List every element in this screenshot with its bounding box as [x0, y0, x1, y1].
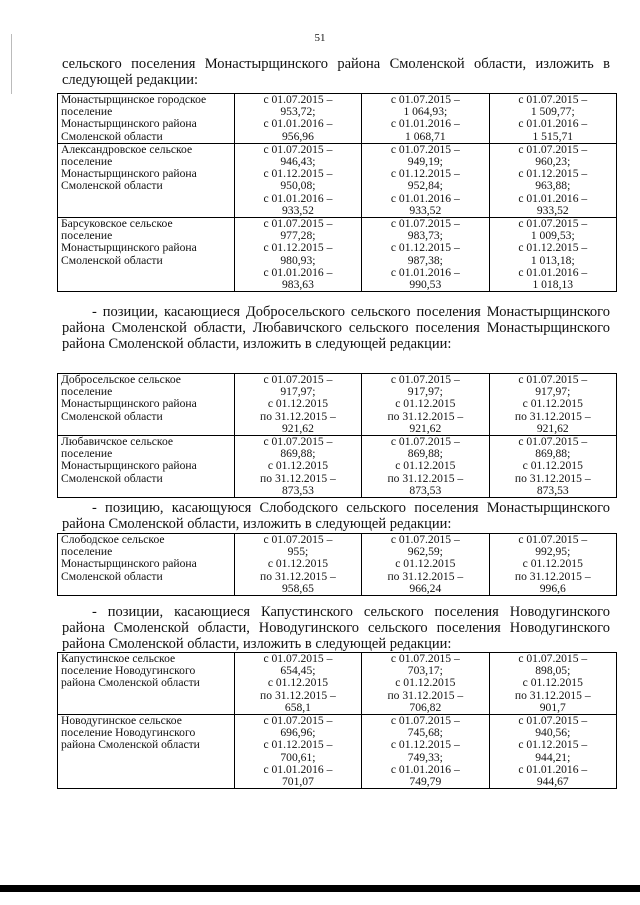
tariff-value-line: с 01.01.2016 – [518, 117, 588, 131]
tariff-value-line: 869,88; [407, 447, 443, 461]
settlement-name-line: Монастырщинского района [61, 397, 197, 411]
tariff-value-cell [362, 143, 489, 217]
tariff-value-line: 873,53 [409, 483, 442, 497]
tariff-value-line: 745,68; [407, 726, 443, 740]
tariff-value-line: 949,19; [407, 155, 443, 169]
tariff-value-line: 963,88; [535, 179, 571, 193]
tariff-value-line: 749,79 [409, 775, 442, 789]
tariff-value-line: 944,67 [536, 775, 569, 789]
settlement-name-line: Монастырщинского района [61, 557, 197, 571]
tariff-value-line: с 01.01.2016 – [263, 191, 333, 205]
tariff-value-line: 987,38; [407, 253, 443, 267]
tariff-value-cell [489, 653, 616, 715]
settlement-name [58, 715, 235, 789]
tariff-value-line: с 01.07.2015 – [518, 142, 588, 156]
tariff-value-line: с 01.01.2016 – [518, 265, 588, 279]
tariff-value-line: 983,73; [407, 229, 443, 243]
tariff-value-line: с 01.01.2016 – [518, 191, 588, 205]
tariff-value-line: с 01.12.2015 [395, 397, 456, 411]
tariff-value-line: с 01.12.2015 [267, 676, 329, 690]
paragraph-slobodskoe: - позицию, касающуюся Слободского сельского поселения Монастырщинского района Смоленской области, изложить в следующей редакции: [62, 500, 610, 532]
tariff-value-line: по 31.12.2015 – [514, 409, 591, 423]
tariff-value-line: 950,08; [280, 179, 316, 193]
tariff-table-1 [57, 93, 617, 292]
tariff-value-line: с 01.12.2015 – [263, 738, 333, 752]
tariff-value-cell [362, 436, 489, 498]
tariff-value-line: по 31.12.2015 – [260, 569, 336, 583]
tariff-value-line: 1 515,71 [532, 129, 574, 143]
tariff-value-line: 955; [287, 545, 309, 559]
table-row [58, 715, 617, 789]
tariff-value-line: 946,43; [280, 155, 316, 169]
intro-paragraph: сельского поселения Монастырщинского района Смоленской области, изложить в следующей редакции: [62, 56, 610, 88]
tariff-value-line: 898,05; [535, 664, 571, 678]
tariff-value-line: с 01.12.2015 [522, 397, 583, 411]
settlement-name-line: поселение [61, 155, 113, 169]
table-row [58, 436, 617, 498]
page-number: 51 [314, 32, 326, 44]
settlement-name-line: поселение [61, 545, 113, 559]
settlement-name-line: Монастырщинское городское [61, 93, 207, 106]
tariff-value-line: 958,65 [281, 581, 314, 595]
tariff-value-line: с 01.12.2015 – [518, 167, 588, 181]
tariff-value-line: с 01.12.2015 [522, 557, 583, 571]
tariff-value-line: по 31.12.2015 – [514, 569, 591, 583]
tariff-value-line: по 31.12.2015 – [260, 409, 336, 423]
tariff-value-line: с 01.07.2015 – [390, 373, 460, 386]
tariff-value-line: 901,7 [539, 700, 566, 714]
settlement-name-line: поселение [61, 105, 113, 119]
tariff-value-line: по 31.12.2015 – [387, 688, 464, 702]
tariff-value-line: 956,96 [281, 129, 314, 143]
tariff-value-line: 700,61; [280, 750, 316, 764]
tariff-value-cell [362, 534, 489, 596]
tariff-value-line: с 01.07.2015 – [390, 533, 460, 546]
tariff-value-line: с 01.12.2015 – [518, 241, 588, 255]
tariff-value-line: 921,62 [409, 421, 442, 435]
tariff-value-line: 962,59; [407, 545, 443, 559]
tariff-value-line: с 01.07.2015 – [390, 217, 460, 231]
tariff-value-line: с 01.12.2015 – [263, 241, 333, 255]
tariff-value-cell [489, 218, 616, 292]
tariff-value-cell [234, 436, 361, 498]
tariff-value-line: 1 068,71 [405, 129, 446, 143]
tariff-value-cell [489, 94, 616, 144]
settlement-name-line: Добросельское сельское [61, 373, 181, 386]
settlement-name-line: Смоленской области [61, 471, 163, 485]
tariff-value-line: 749,33; [407, 750, 443, 764]
tariff-value-line: 1 064,93; [403, 105, 448, 119]
tariff-value-line: 996,6 [539, 581, 566, 595]
tariff-value-line: с 01.12.2015 [267, 459, 329, 473]
tariff-value-line: с 01.07.2015 – [390, 435, 460, 449]
settlement-name-line: Капустинское сельское [61, 652, 176, 665]
tariff-value-line: с 01.07.2015 – [518, 93, 588, 106]
settlement-name-line: Любавичское сельское [61, 435, 174, 449]
tariff-value-line: с 01.12.2015 [522, 459, 583, 473]
tariff-value-line: с 01.12.2015 – [263, 167, 333, 181]
tariff-value-line: с 01.01.2016 – [518, 762, 588, 776]
tariff-value-cell [489, 143, 616, 217]
table-row [58, 374, 617, 436]
tariff-value-line: 960,23; [535, 155, 571, 169]
tariff-value-line: 706,82 [409, 700, 442, 714]
paragraph-kapustinskoe-novodugino: - позиции, касающиеся Капустинского сельского поселения Новодугинского района Смоленской области, Новодугинского сельского поселения Новодугинского района Смоленской области, изложить в следующей редакции: [62, 604, 610, 652]
settlement-name [58, 94, 235, 144]
tariff-value-line: с 01.07.2015 – [518, 217, 588, 231]
tariff-value-cell [489, 715, 616, 789]
settlement-name-line: поселение [61, 447, 113, 461]
tariff-value-line: с 01.12.2015 – [390, 241, 460, 255]
tariff-value-line: с 01.07.2015 – [390, 652, 460, 665]
tariff-value-line: 701,07 [281, 775, 314, 789]
tariff-value-line: с 01.07.2015 – [263, 93, 333, 106]
tariff-value-line: 992,95; [535, 545, 571, 559]
tariff-value-line: с 01.07.2015 – [263, 714, 333, 728]
tariff-table-2 [57, 373, 617, 498]
table-row [58, 534, 617, 596]
tariff-value-line: с 01.07.2015 – [263, 533, 333, 546]
settlement-name-line: Смоленской области [61, 253, 163, 267]
tariff-value-line: по 31.12.2015 – [514, 688, 591, 702]
tariff-value-line: 1 018,13 [532, 278, 574, 292]
tariff-value-line: с 01.07.2015 – [518, 533, 588, 546]
tariff-value-line: с 01.07.2015 – [263, 217, 333, 231]
tariff-value-cell [362, 94, 489, 144]
tariff-value-line: 658,1 [284, 700, 311, 714]
table-row [58, 218, 617, 292]
tariff-value-line: 1 013,18; [530, 253, 575, 267]
tariff-value-cell [489, 436, 616, 498]
settlement-name [58, 436, 235, 498]
tariff-value-line: 917,97; [407, 385, 443, 399]
tariff-table-4 [57, 652, 617, 789]
settlement-name [58, 534, 235, 596]
tariff-value-cell [234, 374, 361, 436]
settlement-name-line: Барсуковское сельское [61, 217, 173, 231]
tariff-value-line: 921,62 [536, 421, 569, 435]
tariff-value-line: с 01.07.2015 – [390, 714, 460, 728]
tariff-value-cell [234, 143, 361, 217]
settlement-name-line: Александровское сельское [61, 142, 193, 156]
tariff-value-cell [234, 653, 361, 715]
tariff-value-cell [234, 534, 361, 596]
settlement-name-line: поселение [61, 385, 113, 399]
tariff-value-line: 917,97; [280, 385, 316, 399]
settlement-name [58, 653, 235, 715]
settlement-name-line: Слободское сельское [61, 533, 165, 546]
settlement-name-line: Монастырщинского района [61, 459, 197, 473]
tariff-value-cell [234, 94, 361, 144]
tariff-value-line: 873,53 [536, 483, 569, 497]
tariff-value-line: по 31.12.2015 – [387, 471, 464, 485]
tariff-value-line: 1 009,53; [530, 229, 575, 243]
tariff-value-cell [234, 715, 361, 789]
tariff-value-cell [362, 374, 489, 436]
tariff-value-line: 990,53 [409, 278, 442, 292]
tariff-value-line: с 01.01.2016 – [390, 117, 460, 131]
tariff-value-line: с 01.07.2015 – [263, 435, 333, 449]
table-row [58, 653, 617, 715]
tariff-value-cell [234, 218, 361, 292]
tariff-table-3 [57, 533, 617, 596]
settlement-name [58, 143, 235, 217]
settlement-name-line: Монастырщинского района [61, 117, 197, 131]
tariff-value-line: 869,88; [535, 447, 571, 461]
tariff-value-line: с 01.12.2015 [395, 557, 456, 571]
tariff-value-line: с 01.07.2015 – [518, 714, 588, 728]
tariff-value-line: с 01.12.2015 – [518, 738, 588, 752]
tariff-value-line: с 01.01.2016 – [390, 191, 460, 205]
tariff-value-line: 696,96; [280, 726, 316, 740]
settlement-name [58, 218, 235, 292]
table-row [58, 94, 617, 144]
tariff-value-line: с 01.01.2016 – [390, 265, 460, 279]
settlement-name-line: района Смоленской области [61, 676, 200, 690]
tariff-value-line: 952,84; [407, 179, 443, 193]
settlement-name [58, 374, 235, 436]
tariff-value-line: с 01.12.2015 [395, 676, 456, 690]
tariff-value-line: с 01.07.2015 – [390, 142, 460, 156]
tariff-value-line: 933,52 [409, 203, 442, 217]
tariff-value-line: с 01.12.2015 [267, 557, 329, 571]
tariff-value-line: с 01.12.2015 – [390, 738, 460, 752]
scan-bottom-border [0, 885, 640, 892]
tariff-value-line: 654,45; [280, 664, 316, 678]
tariff-value-line: с 01.07.2015 – [518, 435, 588, 449]
settlement-name-line: Смоленской области [61, 409, 163, 423]
tariff-value-line: 940,56; [535, 726, 571, 740]
tariff-value-line: с 01.01.2016 – [263, 762, 333, 776]
table-row [58, 143, 617, 217]
tariff-value-line: по 31.12.2015 – [260, 688, 336, 702]
paragraph-dobroselskoe-lyubavichskoe: - позиции, касающиеся Добросельского сельского поселения Монастырщинского района Смоленской области, Любавичского сельского поселения Монастырщинского района Смоленской области, изложить в следующей редакции: [62, 304, 610, 352]
tariff-value-line: с 01.07.2015 – [390, 93, 460, 106]
tariff-value-cell [362, 218, 489, 292]
tariff-value-line: с 01.07.2015 – [518, 373, 588, 386]
tariff-value-cell [489, 374, 616, 436]
tariff-value-line: 953,72; [280, 105, 316, 119]
tariff-value-line: с 01.12.2015 [522, 676, 583, 690]
tariff-value-line: 977,28; [280, 229, 316, 243]
tariff-value-line: по 31.12.2015 – [514, 471, 591, 485]
settlement-name-line: Монастырщинского района [61, 167, 197, 181]
settlement-name-line: Новодугинское сельское [61, 714, 182, 728]
settlement-name-line: Смоленской области [61, 179, 163, 193]
settlement-name-line: Монастырщинского района [61, 241, 197, 255]
tariff-value-line: с 01.07.2015 – [263, 142, 333, 156]
tariff-value-cell [362, 715, 489, 789]
tariff-value-line: 703,17; [407, 664, 443, 678]
settlement-name-line: поселение Новодугинского [61, 664, 196, 678]
settlement-name-line: поселение [61, 229, 113, 243]
tariff-value-cell [362, 653, 489, 715]
tariff-value-line: с 01.07.2015 – [518, 652, 588, 665]
tariff-value-line: 944,21; [535, 750, 571, 764]
tariff-value-line: 921,62 [281, 421, 314, 435]
tariff-value-line: с 01.12.2015 [395, 459, 456, 473]
tariff-value-line: 933,52 [536, 203, 569, 217]
tariff-value-line: с 01.12.2015 – [390, 167, 460, 181]
tariff-value-line: с 01.01.2016 – [263, 117, 333, 131]
tariff-value-line: 966,24 [409, 581, 442, 595]
tariff-value-line: с 01.07.2015 – [263, 373, 333, 386]
tariff-value-line: по 31.12.2015 – [260, 471, 336, 485]
settlement-name-line: Смоленской области [61, 569, 163, 583]
settlement-name-line: района Смоленской области [61, 738, 200, 752]
tariff-value-line: 980,93; [280, 253, 316, 267]
tariff-value-line: 873,53 [281, 483, 314, 497]
tariff-value-line: 869,88; [280, 447, 316, 461]
settlement-name-line: поселение Новодугинского [61, 726, 196, 740]
settlement-name-line: Смоленской области [61, 129, 163, 143]
tariff-value-line: 933,52 [281, 203, 314, 217]
tariff-value-line: 917,97; [535, 385, 571, 399]
tariff-value-line: с 01.01.2016 – [263, 265, 333, 279]
tariff-value-line: 983,63 [281, 278, 314, 292]
tariff-value-line: 1 509,77; [530, 105, 575, 119]
tariff-value-line: по 31.12.2015 – [387, 409, 464, 423]
tariff-value-line: с 01.01.2016 – [390, 762, 460, 776]
tariff-value-line: по 31.12.2015 – [387, 569, 464, 583]
tariff-value-line: с 01.12.2015 [267, 397, 329, 411]
tariff-value-line: с 01.07.2015 – [263, 652, 333, 665]
tariff-value-cell [489, 534, 616, 596]
